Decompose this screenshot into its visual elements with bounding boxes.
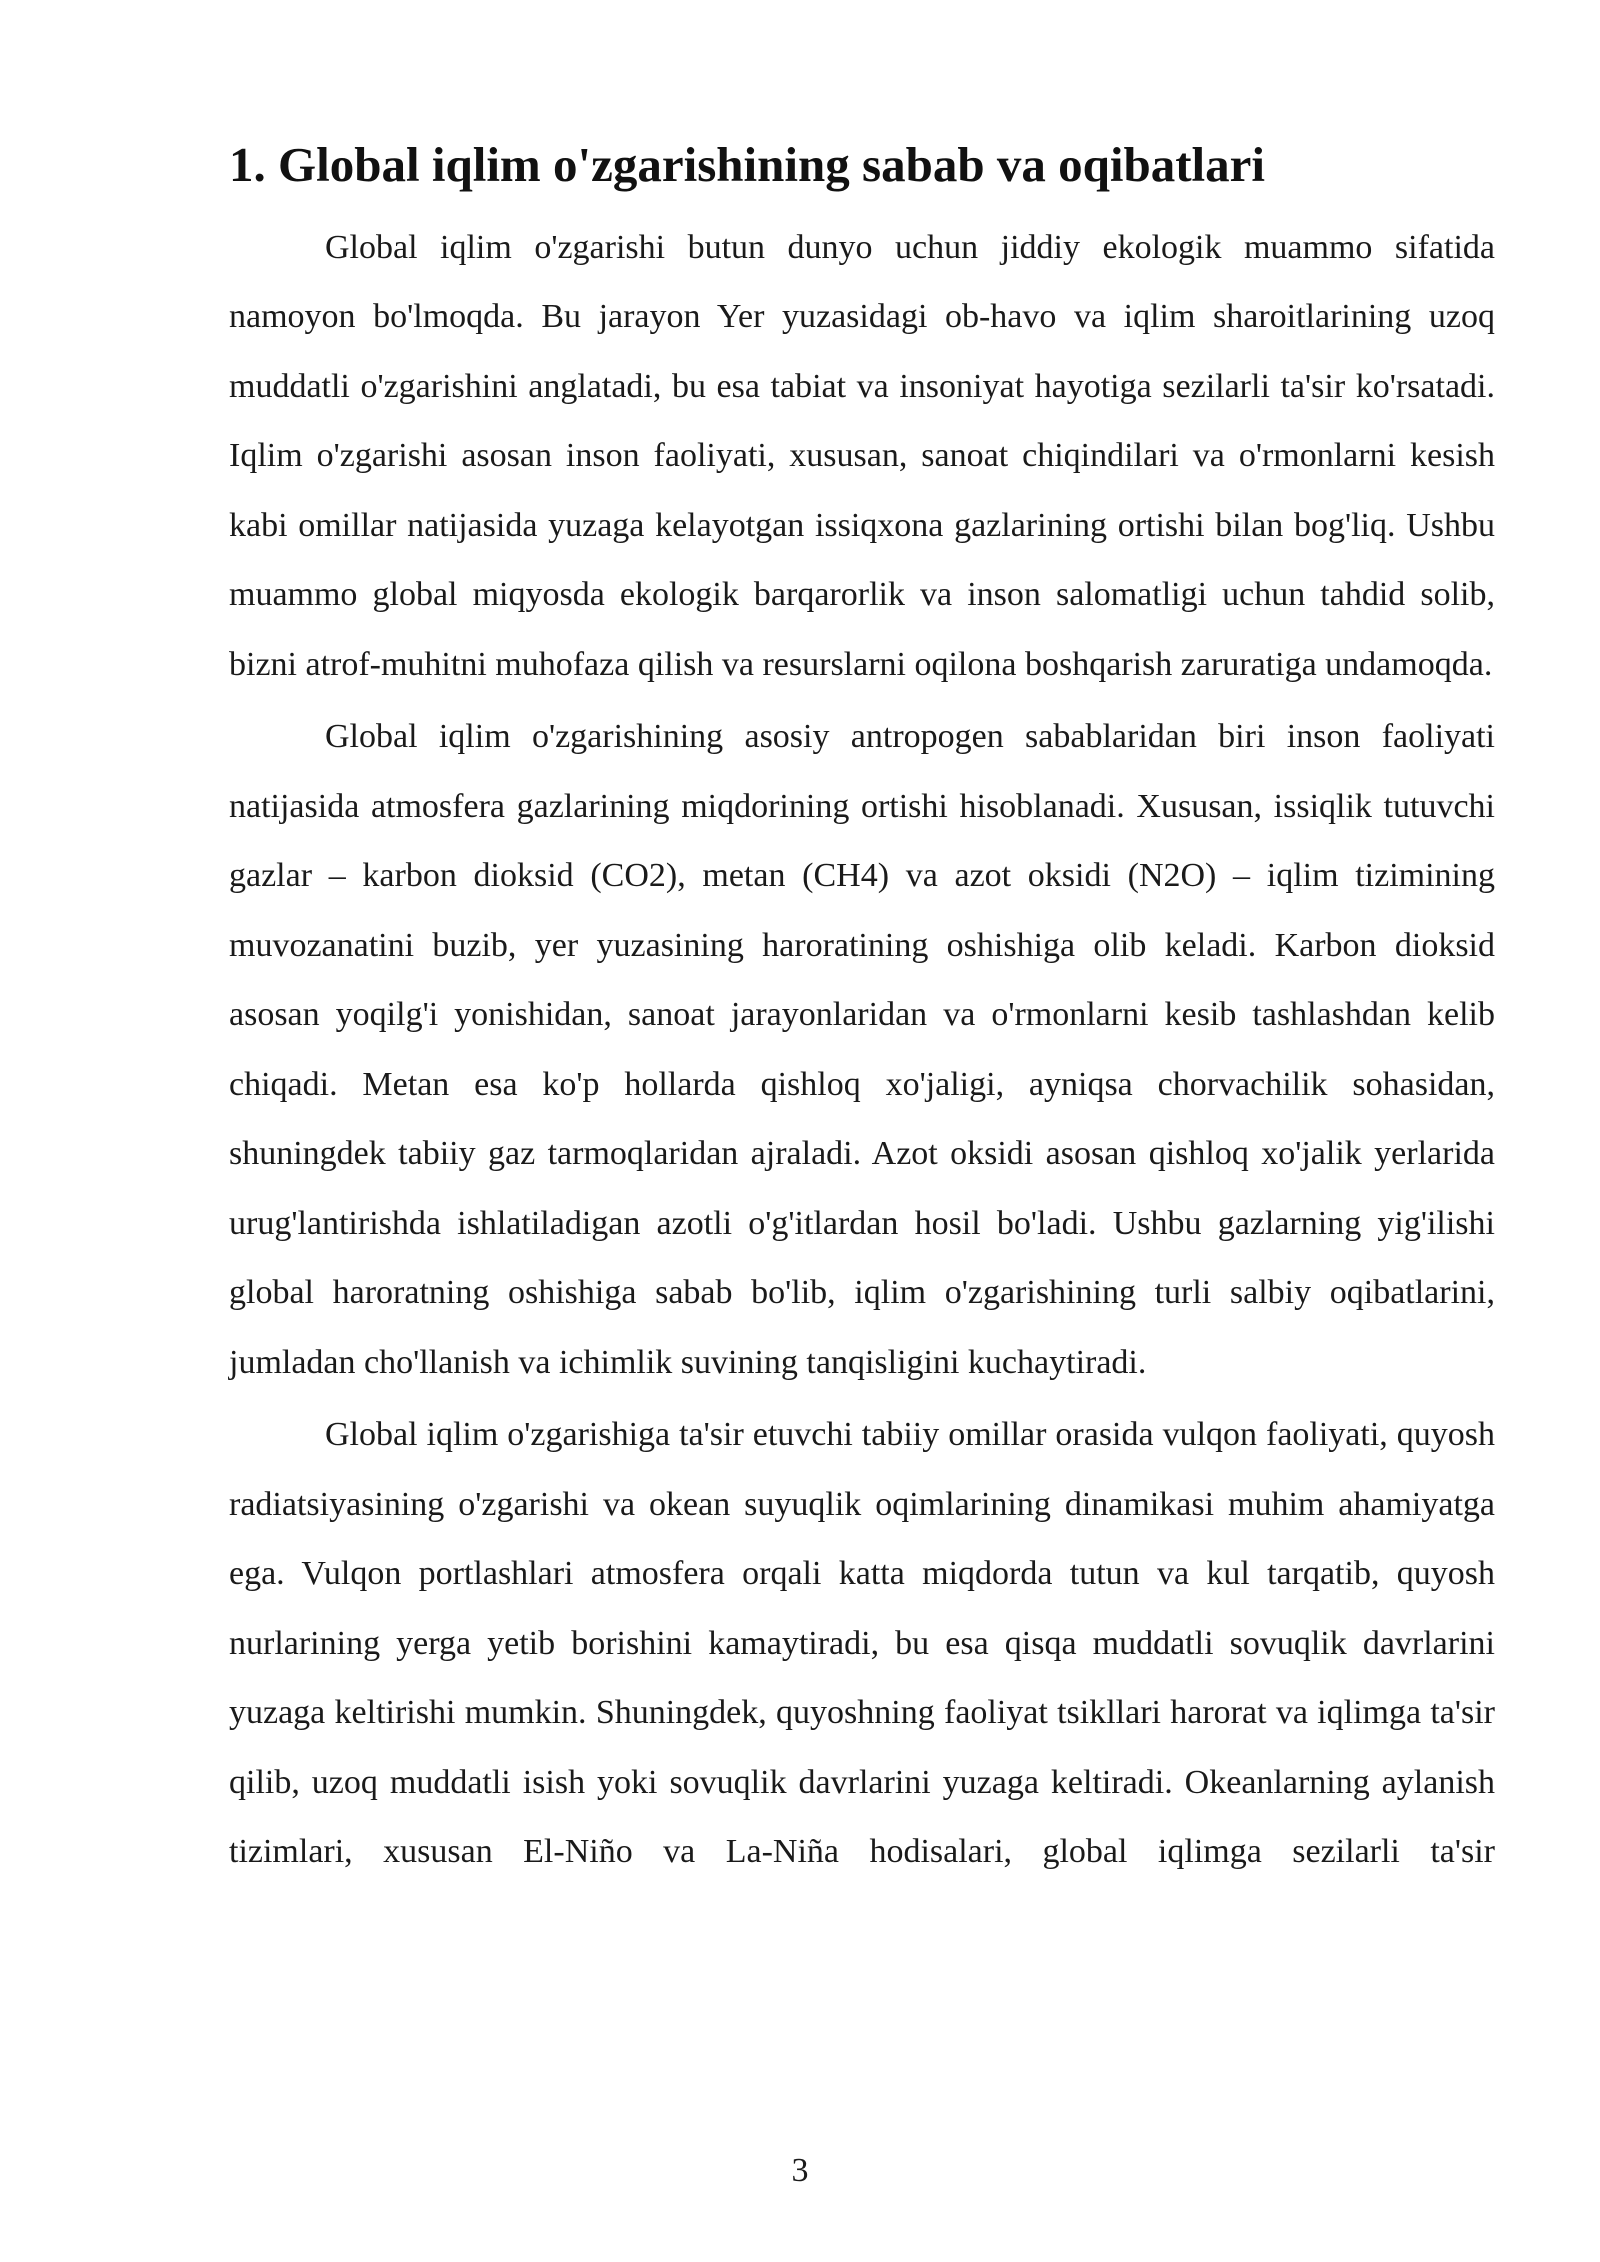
paragraph-natural-factors: Global iqlim o'zgarishiga ta'sir etuvchi tabiiy omillar orasida vulqon faoliyati, quyosh radiatsiyasining o'zgarishi va okean suyuqlik oqimlarining dinamikasi muhim ahamiyatga ega. Vulqon portlashlari atmosfera orqali katta miqdorda tutun va kul tarqatib, quyosh nurlarining yerga yetib borishini kamaytiradi, bu esa qisqa muddatli sovuqlik davrlarini yuzaga keltirishi mumkin. Shuningdek, quyoshning faoliyat tsikllari harorat va iqlimga ta'sir qilib, uzoq muddatli isish yoki sovuqlik davrlarini yuzaga keltiradi. Okeanlarning aylanish tizimlari, xususan El-Niño va La-Niña hodisalari, global iqlimga sezilarli ta'sir: [229, 1416, 1495, 1871]
page-number: 3: [791, 2152, 809, 2189]
paragraph-intro: Global iqlim o'zgarishi butun dunyo uchun jiddiy ekologik muammo sifatida namoyon bo'lmoqda. Bu jarayon Yer yuzasidagi ob-havo va iqlim sharoitlarining uzoq muddatli o'zgarishini anglatadi, bu esa tabiat va insoniyat hayotiga sezilarli ta'sir ko'rsatadi. Iqlim o'zgarishi asosan inson faoliyati, xususan, sanoat chiqindilari va o'rmonlarni kesish kabi omillar natijasida yuzaga kelayotgan issiqxona gazlarining ortishi bilan bog'liq. Ushbu muammo global miqyosda ekologik barqarorlik va inson salomatligi uchun tahdid solib, bizni atrof-muhitni muhofaza qilish va resurslarni oqilona boshqarish zaruratiga undamoqda.: [229, 228, 1495, 683]
paragraph-anthropogenic-causes: Global iqlim o'zgarishining asosiy antropogen sabablaridan biri inson faoliyati natijasida atmosfera gazlarining miqdorining ortishi hisoblanadi. Xususan, issiqlik tutuvchi gazlar – karbon dioksid (CO2), metan (CH4) va azot oksidi (N2O) – iqlim tizimining muvozanatini buzib, yer yuzasining haroratining oshishiga olib keladi. Karbon dioksid asosan yoqilg'i yonishidan, sanoat jarayonlaridan va o'rmonlarni kesib tashlashdan kelib chiqadi. Metan esa ko'p hollarda qishloq xo'jaligi, ayniqsa chorvachilik sohasidan, shuningdek tabiiy gaz tarmoqlaridan ajraladi. Azot oksidi asosan qishloq xo'jalik yerlarida urug'lantirishda ishlatiladigan azotli o'g'itlardan hosil bo'ladi. Ushbu gazlarning yig'ilishi global haroratning oshishiga sabab bo'lib, iqlim o'zgarishining turli salbiy oqibatlarini, jumladan cho'llanish va ichimlik suvining tanqisligini kuchaytiradi.: [229, 718, 1495, 1381]
section-heading: 1. Global iqlim o'zgarishining sabab va oqibatlari: [229, 137, 1266, 192]
page-content: [229, 136, 1495, 1890]
